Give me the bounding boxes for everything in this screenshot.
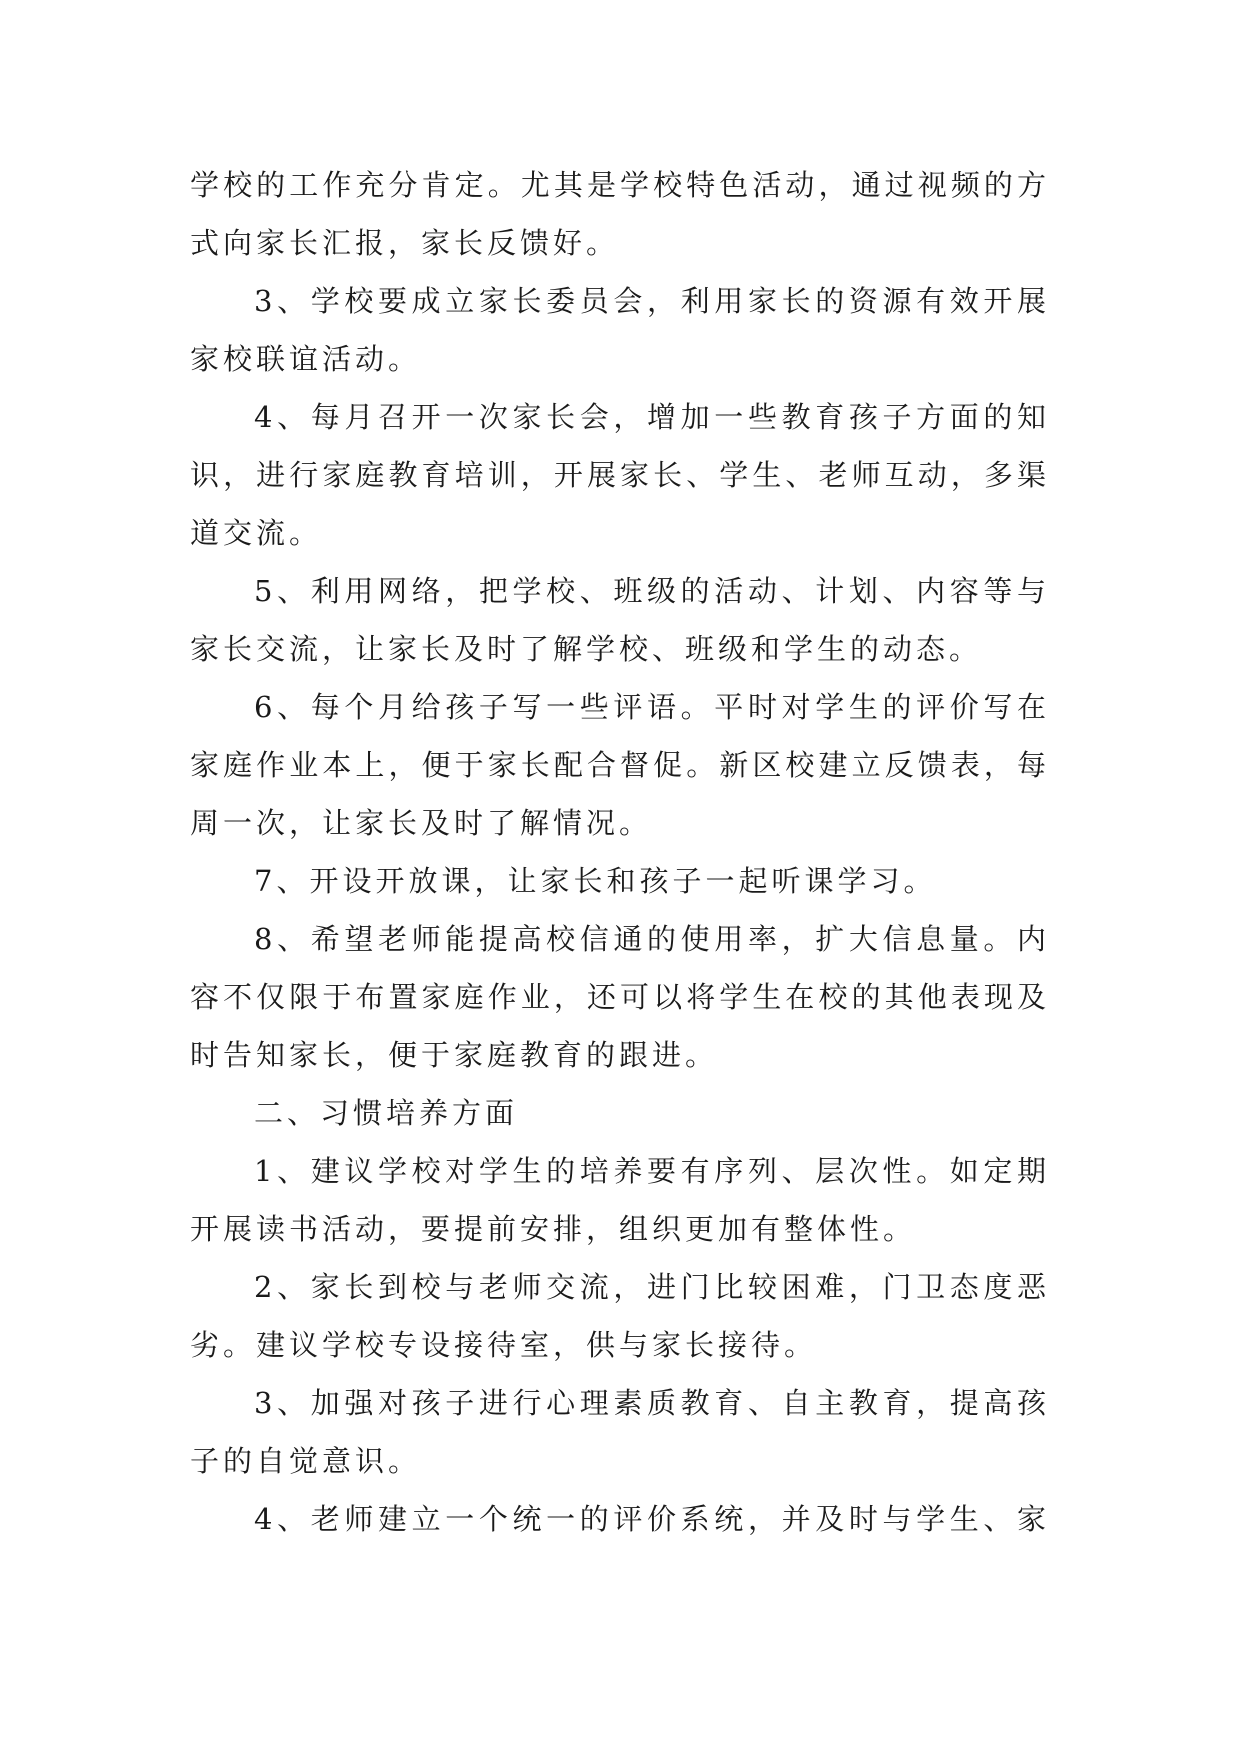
text-line: 家校联谊活动。 — [190, 342, 422, 376]
text-line: 家庭作业本上，便于家长配合督促。新区校建立反馈表，每 — [190, 748, 1050, 782]
text-line: 学校的工作充分肯定。尤其是学校特色活动，通过视频的方 — [190, 168, 1050, 202]
text-line: 家长交流，让家长及时了解学校、班级和学生的动态。 — [190, 632, 983, 666]
text-line: 4、每月召开一次家长会，增加一些教育孩子方面的知 — [254, 400, 1050, 434]
text-line: 开展读书活动，要提前安排，组织更加有整体性。 — [190, 1212, 917, 1246]
text-line: 5、利用网络，把学校、班级的活动、计划、内容等与 — [254, 574, 1050, 608]
text-line: 3、加强对孩子进行心理素质教育、自主教育，提高孩 — [254, 1386, 1050, 1420]
document-body — [190, 156, 1050, 1548]
text-line: 道交流。 — [190, 516, 323, 550]
text-line: 8、希望老师能提高校信通的使用率，扩大信息量。内 — [254, 922, 1050, 956]
text-line: 1、建议学校对学生的培养要有序列、层次性。如定期 — [254, 1154, 1050, 1188]
text-line: 式向家长汇报，家长反馈好。 — [190, 226, 620, 260]
text-line: 7、开设开放课，让家长和孩子一起听课学习。 — [254, 864, 937, 898]
text-line: 6、每个月给孩子写一些评语。平时对学生的评价写在 — [254, 690, 1050, 724]
text-line: 子的自觉意识。 — [190, 1444, 422, 1478]
text-line: 劣。建议学校专设接待室，供与家长接待。 — [190, 1328, 818, 1362]
text-line: 容不仅限于布置家庭作业，还可以将学生在校的其他表现及 — [190, 980, 1050, 1014]
text-line: 3、学校要成立家长委员会，利用家长的资源有效开展 — [254, 284, 1050, 318]
section-heading: 二、习惯培养方面 — [254, 1096, 519, 1130]
text-line: 时告知家长，便于家庭教育的跟进。 — [190, 1038, 719, 1072]
text-line: 4、老师建立一个统一的评价系统，并及时与学生、家 — [254, 1502, 1050, 1536]
text-line: 周一次，让家长及时了解情况。 — [190, 806, 653, 840]
text-line: 2、家长到校与老师交流，进门比较困难，门卫态度恶 — [254, 1270, 1050, 1304]
text-line: 识，进行家庭教育培训，开展家长、学生、老师互动，多渠 — [190, 458, 1050, 492]
